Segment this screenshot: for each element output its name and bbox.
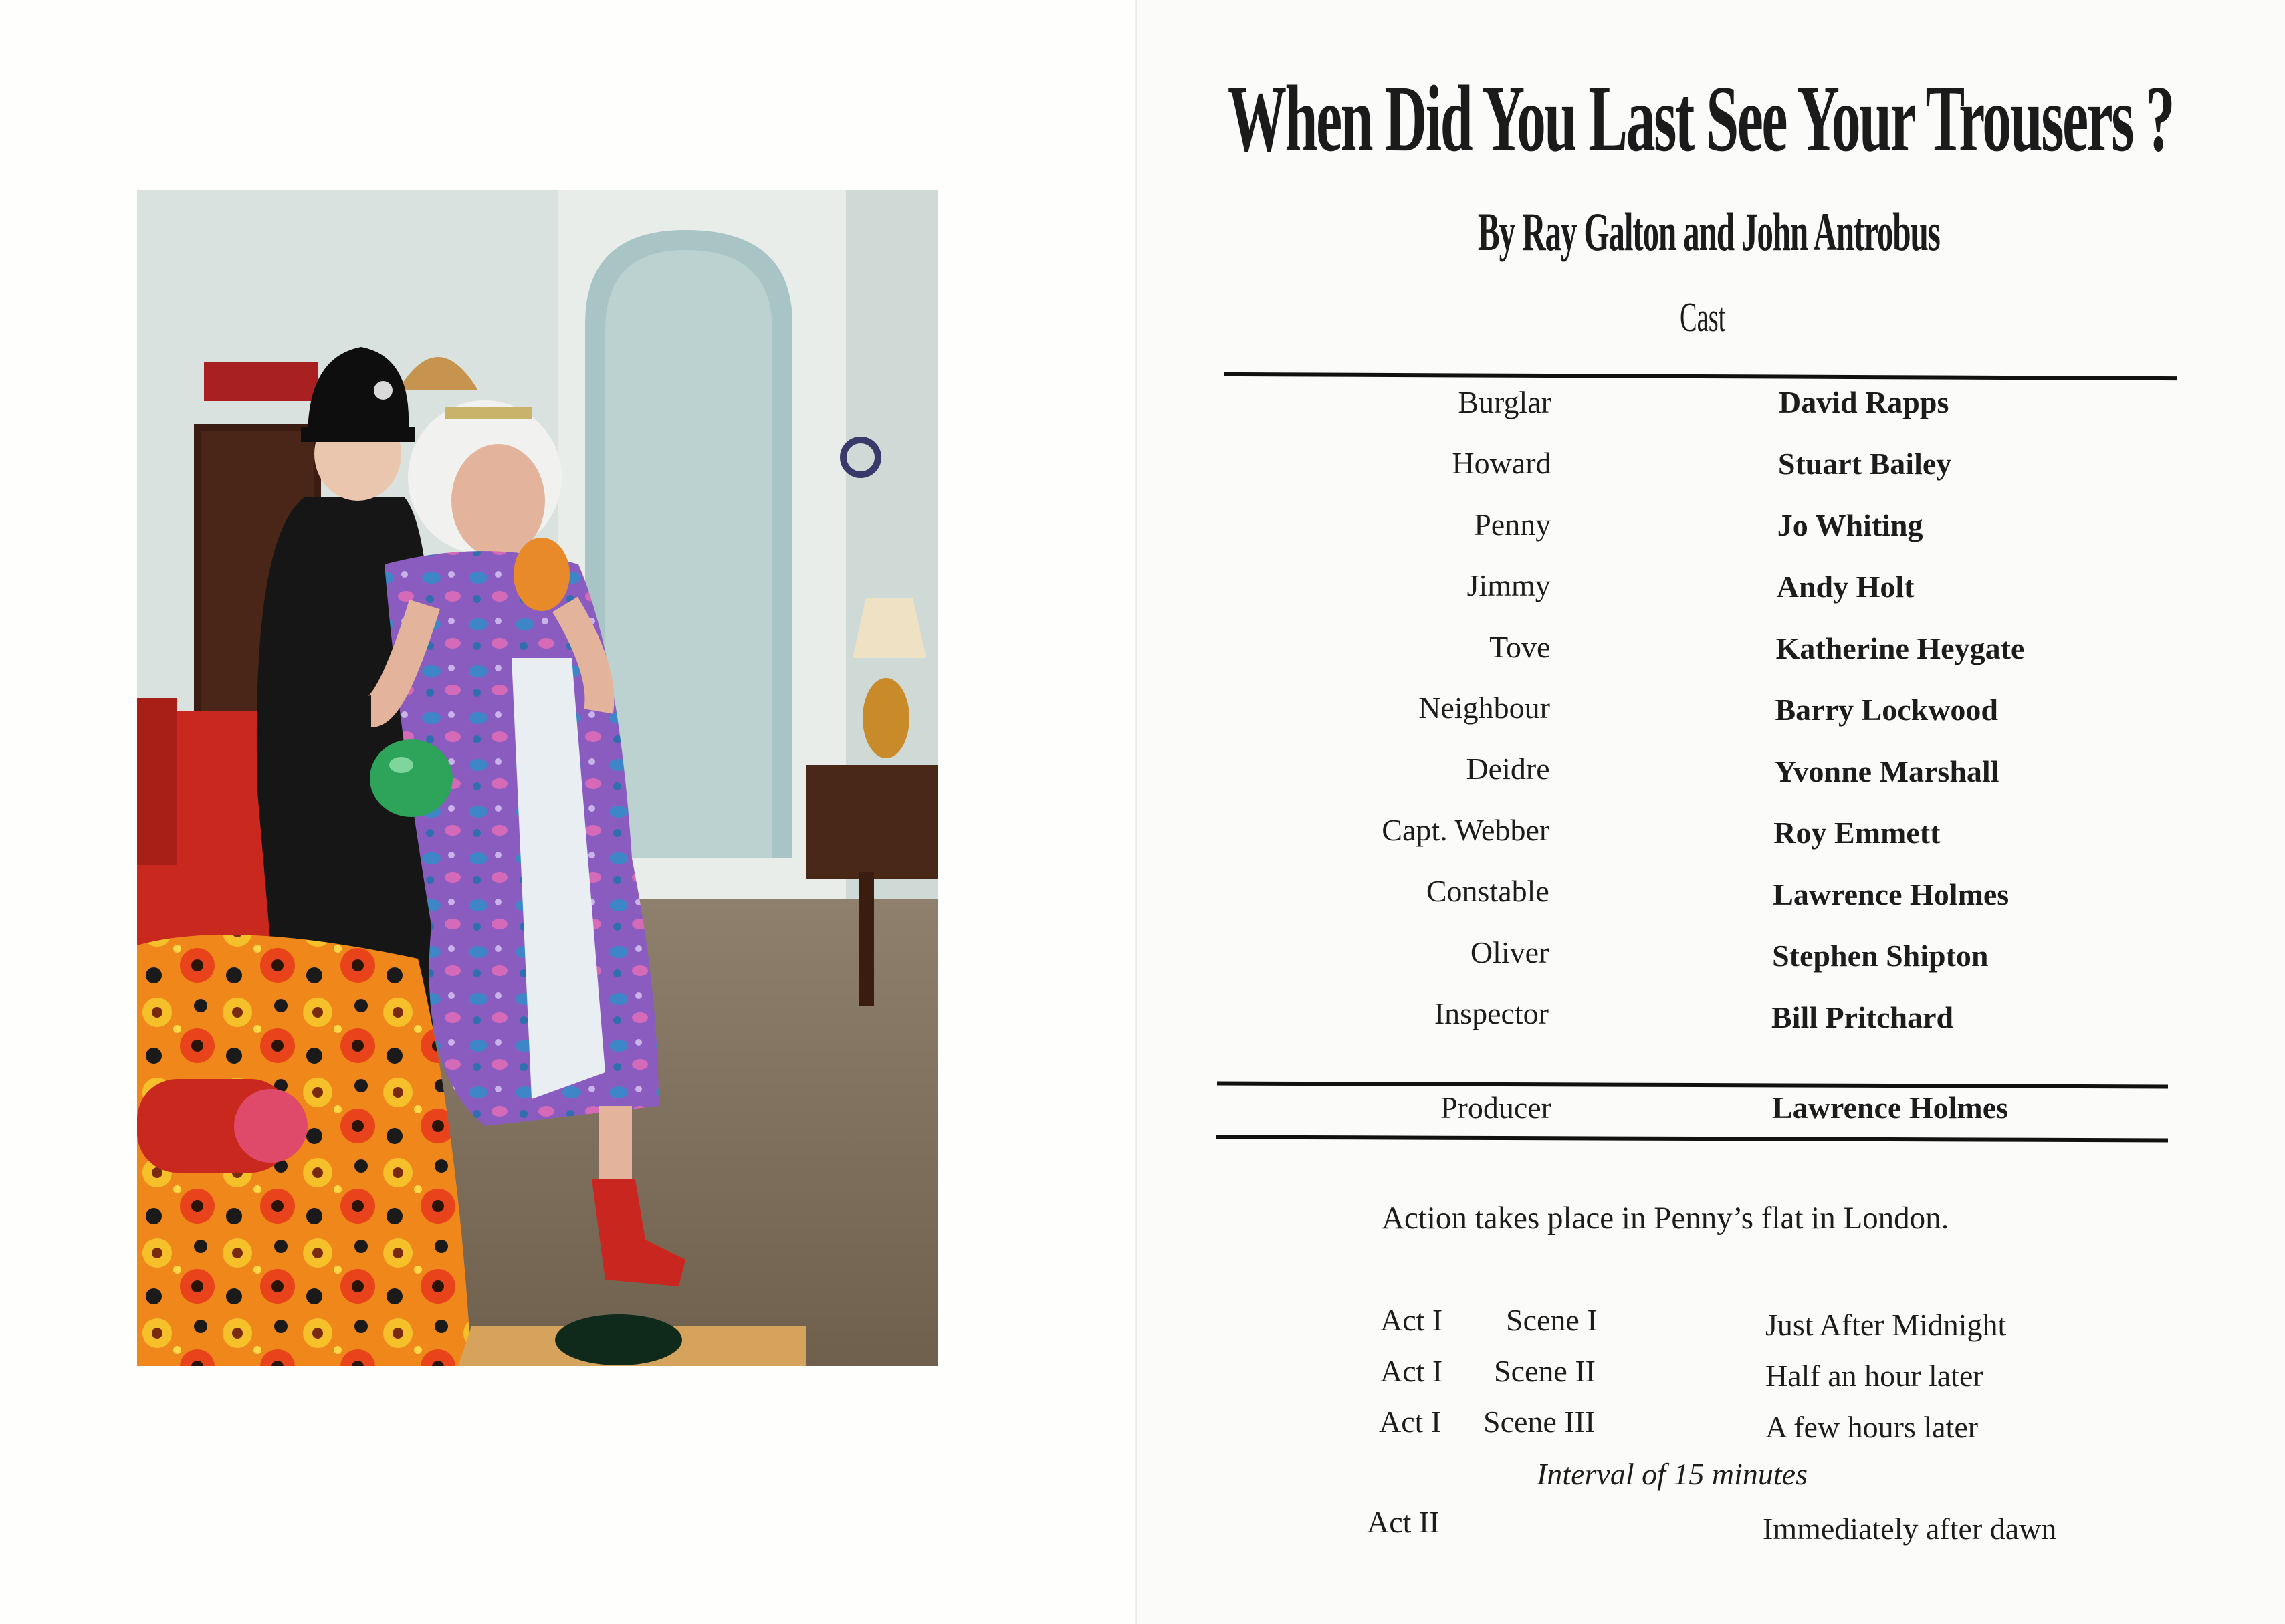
cast-actor: David Rapps	[1779, 385, 1949, 419]
schedule-time: Half an hour later	[1765, 1359, 1983, 1393]
cast-role: Capt. Webber	[1382, 812, 1550, 847]
cast-role: Oliver	[1470, 935, 1549, 969]
cast-row	[1271, 935, 2140, 981]
schedule-time: Just After Midnight	[1765, 1308, 2007, 1342]
cast-row	[1271, 690, 2140, 737]
cast-row	[1271, 445, 2140, 492]
cast-row	[1271, 568, 2140, 614]
cast-row	[1271, 751, 2140, 798]
cast-role: Howard	[1452, 446, 1551, 481]
play-title: When Did You Last See Your Trousers ?	[1228, 66, 2174, 171]
cast-actor: Stephen Shipton	[1772, 938, 1989, 973]
final-act-time: Immediately after dawn	[1763, 1512, 2057, 1546]
cast-row	[1271, 812, 2140, 859]
cast-row	[1271, 873, 2140, 920]
cast-actor: Lawrence Holmes	[1773, 877, 2009, 911]
cast-actor: Jo Whiting	[1777, 507, 1923, 542]
cast-actor: Stuart Bailey	[1777, 446, 1952, 481]
setting-note: Action takes place in Penny’s flat in London.	[1382, 1201, 1949, 1236]
cast-actor: Katherine Heygate	[1775, 630, 2025, 665]
schedule-scene: Scene III	[1483, 1405, 1596, 1439]
interval-note: Interval of 15 minutes	[1537, 1457, 1808, 1491]
left-page	[0, 0, 1137, 1624]
cast-role: Constable	[1426, 874, 1549, 909]
schedule-scene: Scene II	[1494, 1354, 1596, 1388]
producer-name: Lawrence Holmes	[1772, 1090, 2009, 1125]
schedule-act: Act I	[1380, 1303, 1443, 1337]
cast-actor: Roy Emmett	[1773, 815, 1941, 850]
cast-role: Inspector	[1434, 996, 1549, 1030]
play-byline: By Ray Galton and John Antrobus	[1478, 201, 1940, 262]
cast-actor: Andy Holt	[1776, 569, 1915, 604]
cast-row	[1271, 996, 2140, 1042]
cast-actor: Bill Pritchard	[1771, 1000, 1954, 1034]
producer-label: Producer	[1440, 1090, 1551, 1125]
cast-role: Tove	[1489, 629, 1551, 664]
cast-role: Neighbour	[1418, 691, 1550, 725]
cast-heading: Cast	[1680, 295, 1726, 340]
cast-role: Penny	[1474, 507, 1551, 542]
cast-role: Burglar	[1458, 385, 1551, 419]
cast-row	[1271, 507, 2140, 554]
cast-row	[1271, 384, 2140, 431]
schedule-act: Act I	[1380, 1354, 1443, 1388]
cast-role: Deidre	[1466, 751, 1550, 786]
final-act-label: Act II	[1367, 1505, 1440, 1539]
cast-actor: Barry Lockwood	[1775, 693, 1998, 727]
stage-photo	[137, 190, 938, 1366]
schedule-act: Act I	[1379, 1405, 1442, 1439]
cast-row	[1271, 629, 2140, 676]
cast-actor: Yvonne Marshall	[1774, 753, 1999, 788]
schedule-scene: Scene I	[1506, 1303, 1598, 1337]
schedule-time: A few hours later	[1765, 1410, 1979, 1444]
cast-role: Jimmy	[1466, 568, 1551, 603]
producer-row	[1271, 1090, 2140, 1137]
